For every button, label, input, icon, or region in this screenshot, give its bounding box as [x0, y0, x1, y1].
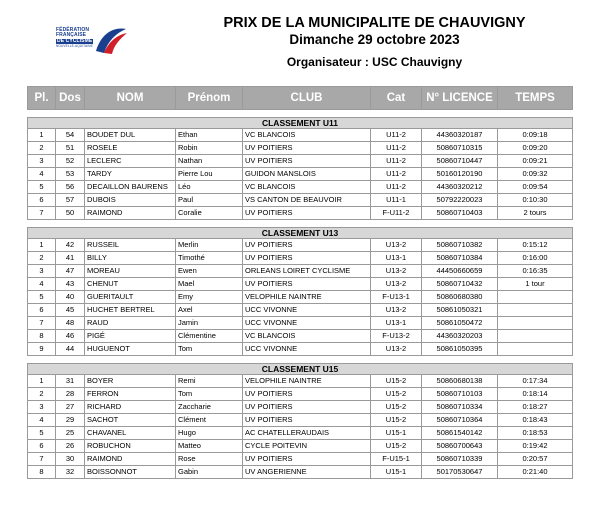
- table-row: [28, 414, 573, 427]
- cell-firstname: Remi: [176, 375, 243, 388]
- cell-lastname: BOUDET DUL: [85, 129, 176, 142]
- cell-bib: 56: [56, 181, 85, 194]
- cell-category: U13-1: [371, 252, 422, 265]
- cell-club: UV POITIERS: [243, 453, 371, 466]
- cell-club: VC BLANCOIS: [243, 129, 371, 142]
- cell-bib: 53: [56, 168, 85, 181]
- cell-place: 5: [28, 291, 56, 304]
- cell-place: 2: [28, 252, 56, 265]
- cell-club: UV POITIERS: [243, 278, 371, 291]
- cell-licence: 50860710339: [422, 453, 498, 466]
- cell-licence: 44360320187: [422, 129, 498, 142]
- cell-lastname: RICHARD: [85, 401, 176, 414]
- cell-club: UCC VIVONNE: [243, 304, 371, 317]
- cell-time: 0:16:00: [498, 252, 573, 265]
- table-row: [28, 278, 573, 291]
- cell-category: U11-1: [371, 194, 422, 207]
- cell-licence: 50170530647: [422, 466, 498, 479]
- cell-bib: 41: [56, 252, 85, 265]
- cell-club: UV POITIERS: [243, 388, 371, 401]
- cell-lastname: RAUD: [85, 317, 176, 330]
- cell-firstname: Emy: [176, 291, 243, 304]
- cell-bib: 28: [56, 388, 85, 401]
- col-header-place: Pl.: [28, 87, 56, 110]
- results-table: [27, 86, 573, 479]
- cell-category: U13-2: [371, 265, 422, 278]
- cell-licence: 50861050395: [422, 343, 498, 356]
- header-row: [28, 87, 573, 110]
- cell-bib: 29: [56, 414, 85, 427]
- cell-time: 0:09:21: [498, 155, 573, 168]
- table-row: [28, 453, 573, 466]
- cell-place: 3: [28, 155, 56, 168]
- cell-category: U13-2: [371, 304, 422, 317]
- cell-time: 0:16:35: [498, 265, 573, 278]
- page-title: PRIX DE LA MUNICIPALITE DE CHAUVIGNY: [223, 15, 526, 31]
- cell-place: 1: [28, 239, 56, 252]
- cell-firstname: Hugo: [176, 427, 243, 440]
- table-row: [28, 304, 573, 317]
- section-spacer: [28, 356, 573, 364]
- table-row: [28, 330, 573, 343]
- section-title: CLASSEMENT U15: [28, 364, 573, 375]
- cell-time: [498, 330, 573, 343]
- cell-club: VC BLANCOIS: [243, 181, 371, 194]
- col-header-firstname: Prénom: [176, 87, 243, 110]
- cell-firstname: Tom: [176, 343, 243, 356]
- cell-time: 0:17:34: [498, 375, 573, 388]
- cell-time: 0:09:32: [498, 168, 573, 181]
- cell-category: U15-2: [371, 375, 422, 388]
- cell-bib: 25: [56, 427, 85, 440]
- organizer: Organisateur : USC Chauvigny: [286, 55, 463, 69]
- cell-place: 1: [28, 129, 56, 142]
- table-row: [28, 129, 573, 142]
- cell-place: 4: [28, 278, 56, 291]
- section-spacer: [28, 110, 573, 118]
- cell-place: 9: [28, 343, 56, 356]
- cell-club: UCC VIVONNE: [243, 317, 371, 330]
- col-header-category: Cat: [371, 87, 422, 110]
- cell-place: 2: [28, 142, 56, 155]
- cell-club: VS CANTON DE BEAUVOIR: [243, 194, 371, 207]
- cell-bib: 26: [56, 440, 85, 453]
- cell-lastname: MOREAU: [85, 265, 176, 278]
- cell-place: 7: [28, 317, 56, 330]
- cell-licence: 44360320212: [422, 181, 498, 194]
- cell-time: 0:19:42: [498, 440, 573, 453]
- cell-time: [498, 291, 573, 304]
- cell-lastname: LECLERC: [85, 155, 176, 168]
- cell-category: U11-2: [371, 155, 422, 168]
- cell-bib: 27: [56, 401, 85, 414]
- cell-club: UV POITIERS: [243, 155, 371, 168]
- cell-bib: 32: [56, 466, 85, 479]
- cell-place: 7: [28, 453, 56, 466]
- cell-time: 0:18:43: [498, 414, 573, 427]
- table-row: [28, 265, 573, 278]
- cell-firstname: Gabin: [176, 466, 243, 479]
- cell-category: U15-2: [371, 388, 422, 401]
- cell-time: 0:18:27: [498, 401, 573, 414]
- cell-firstname: Merlin: [176, 239, 243, 252]
- cell-club: UV POITIERS: [243, 207, 371, 220]
- cell-club: UV POITIERS: [243, 239, 371, 252]
- cell-firstname: Timothé: [176, 252, 243, 265]
- cell-place: 5: [28, 181, 56, 194]
- cell-bib: 40: [56, 291, 85, 304]
- cell-category: U11-2: [371, 181, 422, 194]
- cell-club: VELOPHILE NAINTRE: [243, 375, 371, 388]
- cell-category: U15-2: [371, 440, 422, 453]
- cell-category: F-U13-1: [371, 291, 422, 304]
- cell-bib: 47: [56, 265, 85, 278]
- cell-time: [498, 317, 573, 330]
- table-row: [28, 375, 573, 388]
- cell-firstname: Léo: [176, 181, 243, 194]
- table-row: [28, 291, 573, 304]
- cell-firstname: Robin: [176, 142, 243, 155]
- table-row: [28, 388, 573, 401]
- table-row: [28, 427, 573, 440]
- cell-place: 8: [28, 466, 56, 479]
- section-header: [28, 228, 573, 239]
- cell-lastname: ROSELE: [85, 142, 176, 155]
- cell-lastname: CHENUT: [85, 278, 176, 291]
- cell-bib: 50: [56, 207, 85, 220]
- cell-time: 0:18:53: [498, 427, 573, 440]
- cell-bib: 54: [56, 129, 85, 142]
- cell-time: 2 tours: [498, 207, 573, 220]
- cell-category: U11-2: [371, 129, 422, 142]
- cell-lastname: HUGUENOT: [85, 343, 176, 356]
- cell-category: U15-1: [371, 427, 422, 440]
- cell-category: F-U15-1: [371, 453, 422, 466]
- cell-firstname: Zaccharie: [176, 401, 243, 414]
- cell-licence: 50860680138: [422, 375, 498, 388]
- cell-place: 2: [28, 388, 56, 401]
- cell-lastname: BOISSONNOT: [85, 466, 176, 479]
- ffc-logo-text: FÉDÉRATION FRANÇAISE DE CYCLISME NOUVELLE-AQUITAINE: [56, 27, 93, 49]
- cell-licence: 50860710403: [422, 207, 498, 220]
- table-row: [28, 181, 573, 194]
- col-header-time: TEMPS: [498, 87, 573, 110]
- table-row: [28, 252, 573, 265]
- cell-firstname: Rose: [176, 453, 243, 466]
- cell-bib: 52: [56, 155, 85, 168]
- cell-place: 3: [28, 401, 56, 414]
- cell-firstname: Ethan: [176, 129, 243, 142]
- cell-bib: 57: [56, 194, 85, 207]
- cell-category: U13-2: [371, 239, 422, 252]
- cell-place: 4: [28, 414, 56, 427]
- cell-category: U13-1: [371, 317, 422, 330]
- col-header-licence: N° LICENCE: [422, 87, 498, 110]
- cell-time: [498, 343, 573, 356]
- cell-licence: 50861050321: [422, 304, 498, 317]
- cell-club: VC BLANCOIS: [243, 330, 371, 343]
- cell-time: 0:21:40: [498, 466, 573, 479]
- cell-firstname: Clémentine: [176, 330, 243, 343]
- section-title: CLASSEMENT U11: [28, 118, 573, 129]
- cell-licence: 50860710103: [422, 388, 498, 401]
- cell-place: 3: [28, 265, 56, 278]
- cell-licence: 50860710432: [422, 278, 498, 291]
- cell-bib: 43: [56, 278, 85, 291]
- spacer-cell: [28, 110, 573, 118]
- cell-firstname: Clément: [176, 414, 243, 427]
- col-header-bib: Dos: [56, 87, 85, 110]
- cell-lastname: PIGÉ: [85, 330, 176, 343]
- cell-lastname: GUERITAULT: [85, 291, 176, 304]
- table-row: [28, 440, 573, 453]
- cell-lastname: SACHOT: [85, 414, 176, 427]
- cell-lastname: BILLY: [85, 252, 176, 265]
- cell-licence: 50860680380: [422, 291, 498, 304]
- cell-time: 1 tour: [498, 278, 573, 291]
- cell-club: VELOPHILE NAINTRE: [243, 291, 371, 304]
- table-row: [28, 343, 573, 356]
- cell-licence: 50860710382: [422, 239, 498, 252]
- spacer-cell: [28, 220, 573, 228]
- cell-licence: 50860710364: [422, 414, 498, 427]
- cell-lastname: RAIMOND: [85, 207, 176, 220]
- cell-time: 0:10:30: [498, 194, 573, 207]
- cell-lastname: FERRON: [85, 388, 176, 401]
- cell-firstname: Coralie: [176, 207, 243, 220]
- cell-category: U11-2: [371, 142, 422, 155]
- cell-licence: 50860700643: [422, 440, 498, 453]
- cell-lastname: RAIMOND: [85, 453, 176, 466]
- cell-bib: 30: [56, 453, 85, 466]
- cell-club: ORLEANS LOIRET CYCLISME: [243, 265, 371, 278]
- cell-lastname: TARDY: [85, 168, 176, 181]
- table-row: [28, 401, 573, 414]
- cell-lastname: BOYER: [85, 375, 176, 388]
- cell-licence: 44360320203: [422, 330, 498, 343]
- table-row: [28, 466, 573, 479]
- cell-bib: 46: [56, 330, 85, 343]
- cell-club: UV POITIERS: [243, 252, 371, 265]
- cell-bib: 31: [56, 375, 85, 388]
- cell-place: 6: [28, 304, 56, 317]
- cell-category: F-U11-2: [371, 207, 422, 220]
- cell-lastname: ROBUCHON: [85, 440, 176, 453]
- cell-club: UV ANGERIENNE: [243, 466, 371, 479]
- cell-club: UV POITIERS: [243, 414, 371, 427]
- table-row: [28, 207, 573, 220]
- table-row: [28, 239, 573, 252]
- cell-category: F-U13-2: [371, 330, 422, 343]
- cell-bib: 48: [56, 317, 85, 330]
- cell-club: CYCLE POITEVIN: [243, 440, 371, 453]
- cell-category: U15-2: [371, 414, 422, 427]
- event-date: Dimanche 29 octobre 2023: [289, 32, 460, 47]
- cell-club: UV POITIERS: [243, 142, 371, 155]
- cell-place: 8: [28, 330, 56, 343]
- cell-bib: 42: [56, 239, 85, 252]
- cell-firstname: Matteo: [176, 440, 243, 453]
- cell-firstname: Paul: [176, 194, 243, 207]
- cell-licence: 50860710315: [422, 142, 498, 155]
- cell-time: 0:09:20: [498, 142, 573, 155]
- cell-place: 7: [28, 207, 56, 220]
- cell-time: 0:15:12: [498, 239, 573, 252]
- cell-bib: 44: [56, 343, 85, 356]
- table-row: [28, 168, 573, 181]
- cell-time: 0:20:57: [498, 453, 573, 466]
- cell-time: 0:18:14: [498, 388, 573, 401]
- cell-time: [498, 304, 573, 317]
- cell-licence: 44450660659: [422, 265, 498, 278]
- cell-place: 1: [28, 375, 56, 388]
- cell-firstname: Ewen: [176, 265, 243, 278]
- cell-licence: 50861050472: [422, 317, 498, 330]
- cell-licence: 50860710384: [422, 252, 498, 265]
- table-row: [28, 142, 573, 155]
- cell-firstname: Tom: [176, 388, 243, 401]
- cell-club: UV POITIERS: [243, 401, 371, 414]
- cell-lastname: DECAILLON BAURENS: [85, 181, 176, 194]
- cell-lastname: DUBOIS: [85, 194, 176, 207]
- cell-firstname: Jamin: [176, 317, 243, 330]
- cell-club: GUIDON MANSLOIS: [243, 168, 371, 181]
- cell-category: U11-2: [371, 168, 422, 181]
- cell-place: 4: [28, 168, 56, 181]
- cell-firstname: Pierre Lou: [176, 168, 243, 181]
- cell-place: 5: [28, 427, 56, 440]
- cell-category: U13-2: [371, 278, 422, 291]
- section-header: [28, 118, 573, 129]
- cell-lastname: CHAVANEL: [85, 427, 176, 440]
- cell-club: UCC VIVONNE: [243, 343, 371, 356]
- cell-lastname: RUSSEIL: [85, 239, 176, 252]
- table-row: [28, 194, 573, 207]
- cell-licence: 50860710334: [422, 401, 498, 414]
- table-row: [28, 155, 573, 168]
- cell-time: 0:09:18: [498, 129, 573, 142]
- section-title: CLASSEMENT U13: [28, 228, 573, 239]
- cell-licence: 50861540142: [422, 427, 498, 440]
- cell-category: U15-2: [371, 401, 422, 414]
- col-header-club: CLUB: [243, 87, 371, 110]
- section-spacer: [28, 220, 573, 228]
- cell-bib: 51: [56, 142, 85, 155]
- cell-club: AC CHATELLERAUDAIS: [243, 427, 371, 440]
- cell-firstname: Nathan: [176, 155, 243, 168]
- cell-licence: 50792220023: [422, 194, 498, 207]
- cell-licence: 50160120190: [422, 168, 498, 181]
- col-header-lastname: NOM: [85, 87, 176, 110]
- table-row: [28, 317, 573, 330]
- cell-place: 6: [28, 194, 56, 207]
- section-header: [28, 364, 573, 375]
- cell-firstname: Mael: [176, 278, 243, 291]
- cell-firstname: Axel: [176, 304, 243, 317]
- cell-licence: 50860710447: [422, 155, 498, 168]
- cell-lastname: HUCHET BERTREL: [85, 304, 176, 317]
- cell-category: U13-2: [371, 343, 422, 356]
- cell-place: 6: [28, 440, 56, 453]
- cell-bib: 45: [56, 304, 85, 317]
- spacer-cell: [28, 356, 573, 364]
- cell-category: U15-1: [371, 466, 422, 479]
- cell-time: 0:09:54: [498, 181, 573, 194]
